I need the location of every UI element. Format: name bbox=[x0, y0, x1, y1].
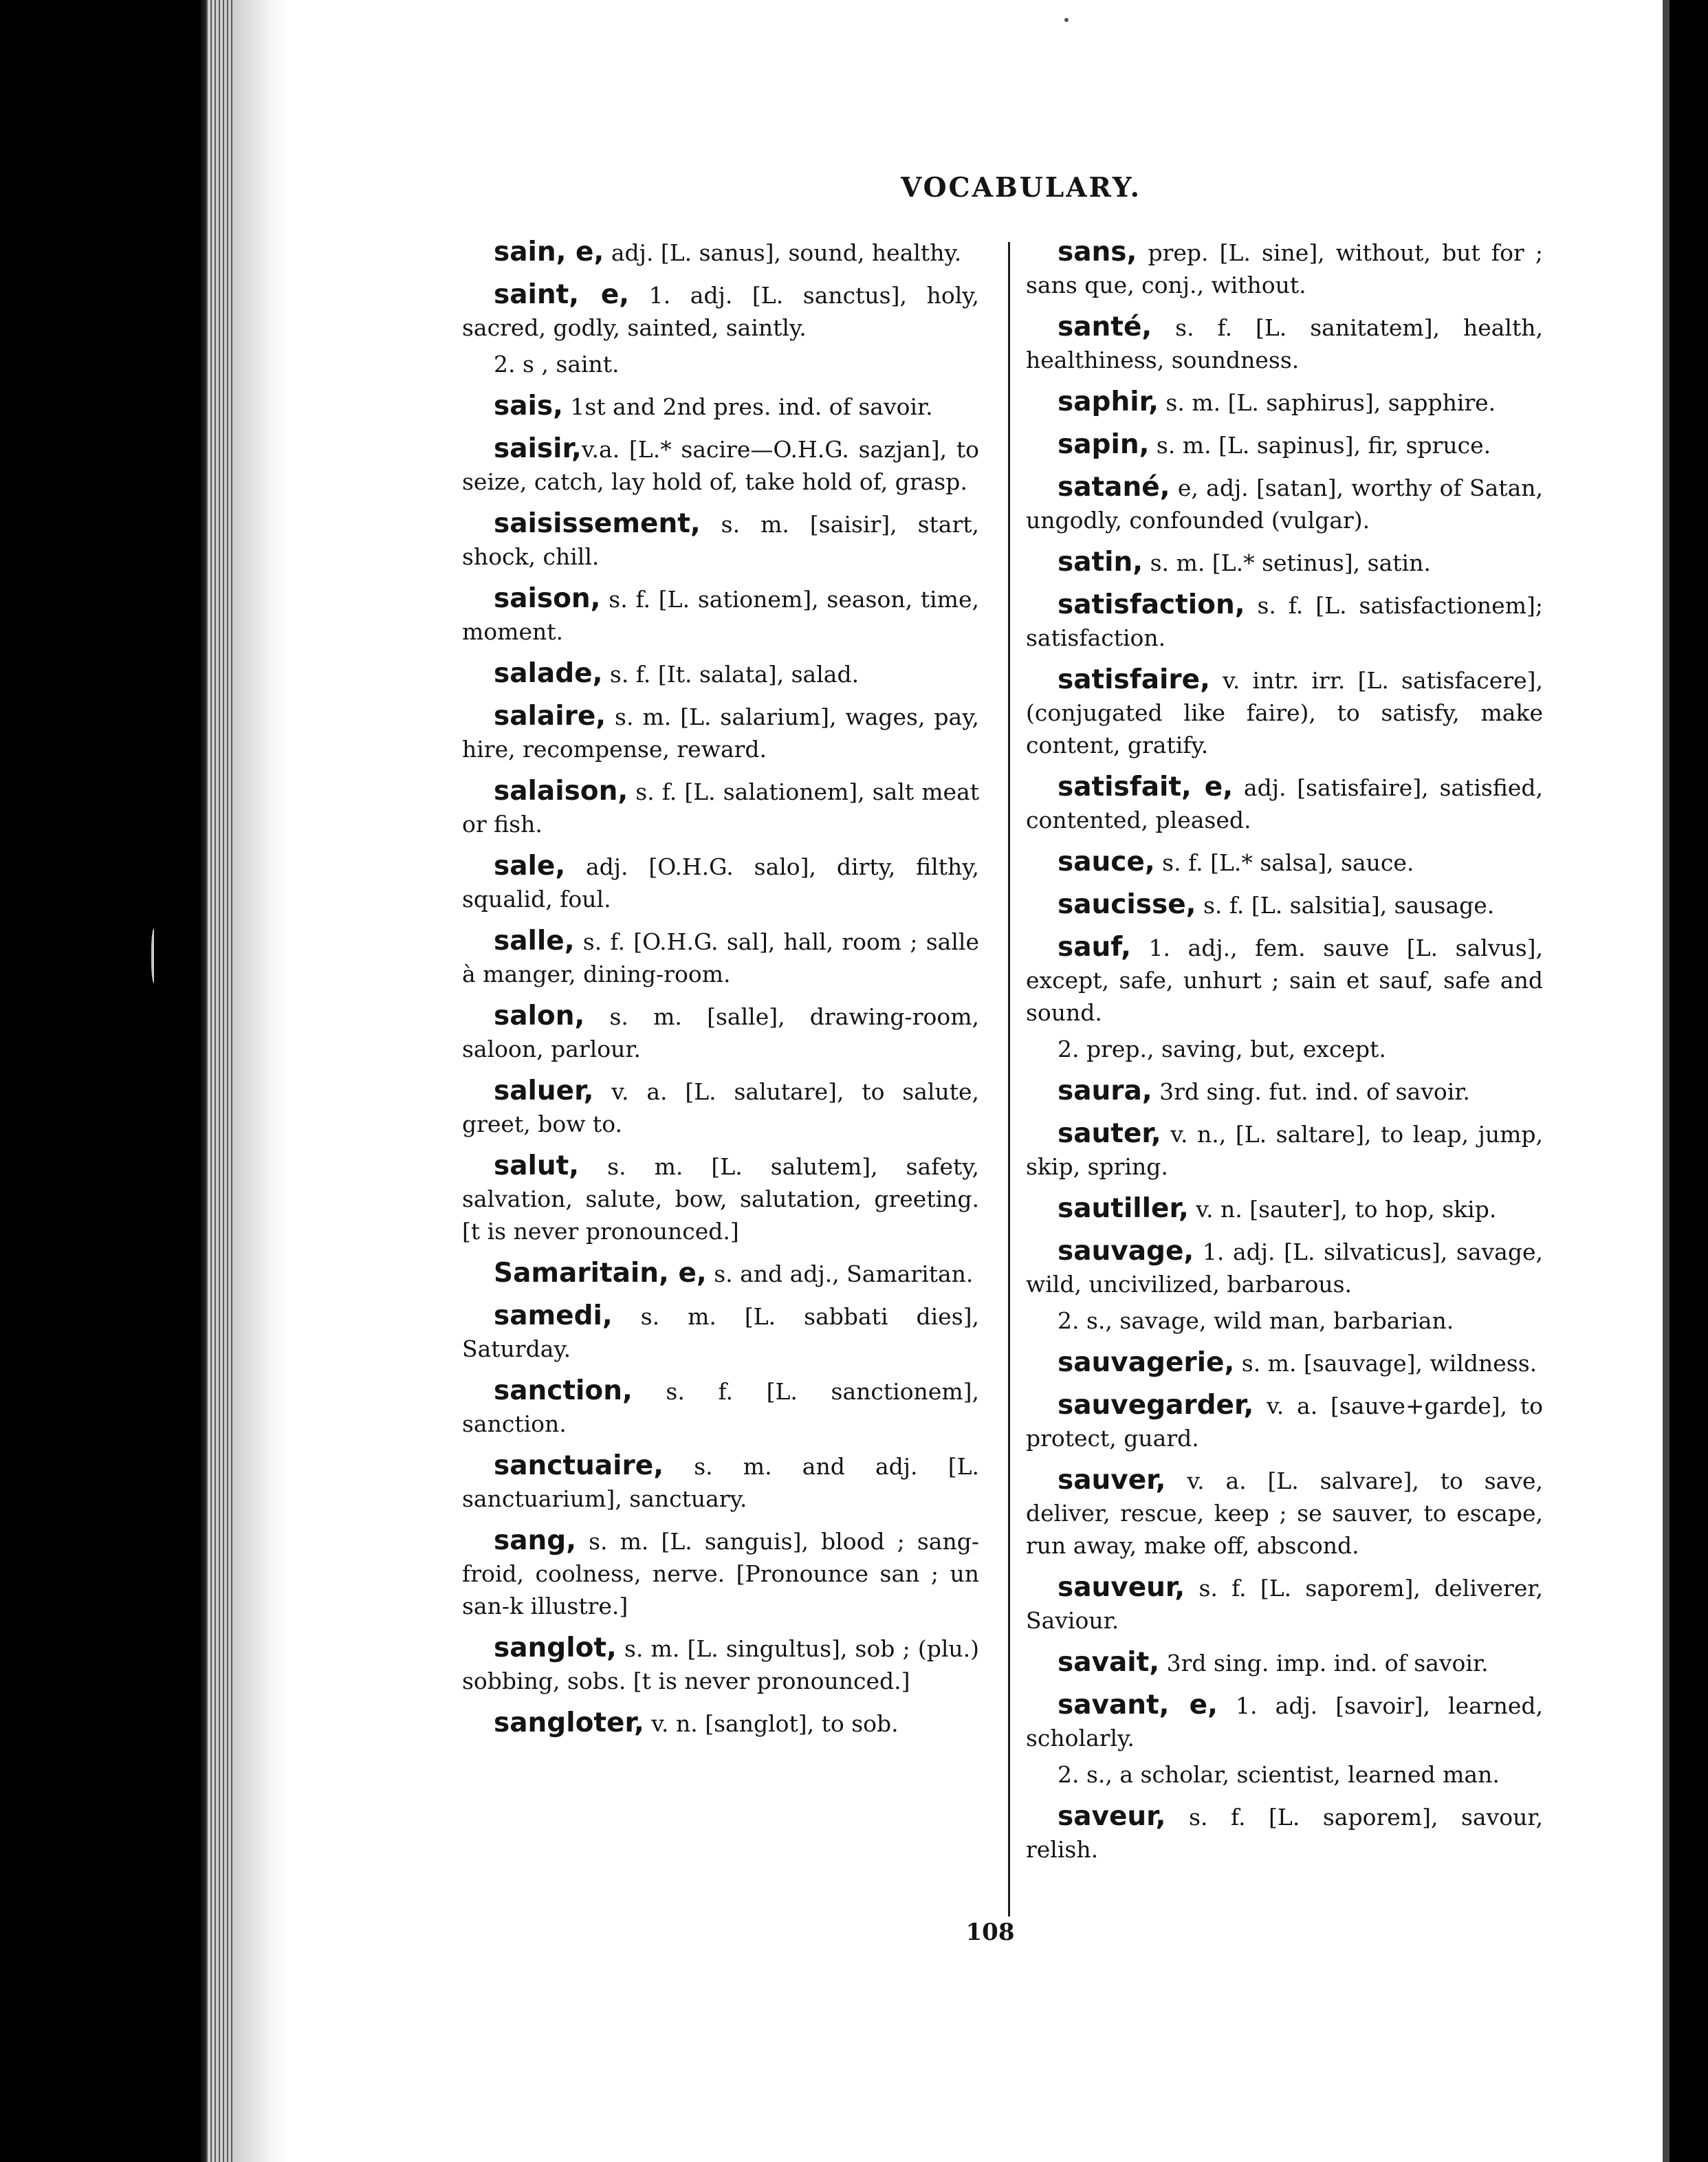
entry-definition: v.a. [L.* sacire—O.H.G. sazjan], to seize, catch, lay hold of, take hold of, grasp. bbox=[462, 436, 979, 495]
entry-definition: s. m. and adj. [L. sanctuarium], sanctuary. bbox=[462, 1453, 979, 1512]
entry-headword: sanctuaire, bbox=[494, 1450, 664, 1481]
dictionary-entry bbox=[1026, 664, 1543, 761]
left-column bbox=[462, 236, 979, 1749]
entry-headword: savant, e, bbox=[1058, 1690, 1218, 1721]
entry-definition: 3rd sing. fut. ind. of savoir. bbox=[1152, 1078, 1470, 1105]
entry-headword: salaison, bbox=[494, 776, 628, 807]
entry-definition: s. f. [L. salationem], salt meat or fish. bbox=[462, 778, 979, 838]
entry-headword: santé, bbox=[1058, 312, 1152, 342]
dictionary-entry bbox=[462, 1707, 979, 1740]
entry-definition: s. m. [L.* setinus], satin. bbox=[1143, 549, 1431, 576]
dictionary-entry bbox=[1026, 471, 1543, 536]
dictionary-entry bbox=[1026, 1464, 1543, 1562]
entry-definition: adj. [L. sanus], sound, healthy. bbox=[604, 239, 962, 266]
column-divider bbox=[1008, 242, 1010, 1917]
entry-definition: s. m. [L. sanguis], blood ; sang-froid, coolness, nerve. [Pronounce san ; un san-k illustre.] bbox=[462, 1528, 979, 1619]
entry-headword: salaire, bbox=[494, 701, 606, 732]
entry-headword: saucisse, bbox=[1058, 889, 1196, 920]
entry-definition: s. m. [L. saphirus], sapphire. bbox=[1158, 389, 1496, 416]
entry-headword: savait, bbox=[1058, 1647, 1160, 1678]
entry-headword: sangloter, bbox=[494, 1707, 644, 1738]
entry-headword: sauver, bbox=[1058, 1465, 1166, 1496]
entry-definition: s. f. [O.H.G. sal], hall, room ; salle à manger, dining-room. bbox=[462, 928, 979, 987]
entry-definition: v. n. [sanglot], to sob. bbox=[644, 1710, 899, 1737]
entry-headword: sale, bbox=[494, 851, 566, 882]
entry-definition: 3rd sing. imp. ind. of savoir. bbox=[1159, 1650, 1489, 1677]
entry-definition: 1. adj., fem. sauve [L. salvus], except, safe, unhurt ; sain et sauf, safe and sound. bbox=[1026, 935, 1543, 1026]
dictionary-entry bbox=[1026, 386, 1543, 419]
right-column bbox=[1026, 236, 1543, 1875]
dictionary-entry bbox=[462, 279, 979, 344]
entry-headword: saint, e, bbox=[494, 279, 630, 310]
dictionary-entry bbox=[1026, 1689, 1543, 1754]
scan-right-edge bbox=[1663, 0, 1669, 2162]
dictionary-entry bbox=[462, 1450, 979, 1515]
entry-definition: s. f. [L. salsitia], sausage. bbox=[1196, 892, 1495, 919]
entry-headword: salle, bbox=[494, 926, 575, 957]
entry-headword: saluer, bbox=[494, 1075, 594, 1106]
dictionary-entry bbox=[1026, 1304, 1543, 1337]
entry-definition: adj. [O.H.G. salo], dirty, filthy, squalid, foul. bbox=[462, 853, 979, 913]
dictionary-entry bbox=[462, 1000, 979, 1065]
running-head: VOCABULARY. bbox=[901, 172, 1142, 204]
entry-headword: salut, bbox=[494, 1150, 580, 1181]
entry-headword: satisfaire, bbox=[1058, 664, 1210, 695]
entry-definition: s. m. [sauvage], wildness. bbox=[1234, 1350, 1537, 1377]
entry-definition: s. m. [L. salarium], wages, pay, hire, recompense, reward. bbox=[462, 703, 979, 763]
entry-headword: satané, bbox=[1058, 472, 1170, 503]
dictionary-entry bbox=[462, 657, 979, 690]
dictionary-entry bbox=[1026, 1346, 1543, 1379]
dictionary-entry bbox=[1026, 1389, 1543, 1454]
dictionary-entry bbox=[1026, 428, 1543, 461]
entry-headword: satisfait, e, bbox=[1058, 772, 1234, 802]
entry-definition: s. m. [saisir], start, shock, chill. bbox=[462, 511, 979, 570]
dictionary-entry bbox=[1026, 888, 1543, 921]
entry-definition: s. m. [L. sabbati dies], Saturday. bbox=[462, 1303, 979, 1362]
dictionary-entry bbox=[1026, 1033, 1543, 1065]
entry-headword: satisfaction, bbox=[1058, 589, 1245, 620]
entry-definition: v. intr. irr. [L. satisfacere], (conjugated like faire), to satisfy, make content, gratify. bbox=[1026, 667, 1543, 758]
dictionary-entry bbox=[462, 700, 979, 765]
entry-definition: s. f. [L. satisfactionem]; satisfaction. bbox=[1026, 592, 1543, 651]
entry-definition: s. f. [L. saporem], savour, relish. bbox=[1026, 1804, 1543, 1863]
dictionary-entry bbox=[1026, 1758, 1543, 1791]
entry-headword: sauter, bbox=[1058, 1118, 1161, 1149]
entry-headword: sapin, bbox=[1058, 429, 1150, 460]
entry-definition: v. a. [sauve+garde], to protect, guard. bbox=[1026, 1393, 1543, 1452]
entry-headword: samedi, bbox=[494, 1300, 613, 1331]
dictionary-entry bbox=[1026, 1800, 1543, 1866]
entry-definition: adj. [satisfaire], satisfied, contented, pleased. bbox=[1026, 774, 1543, 833]
dictionary-entry bbox=[462, 775, 979, 840]
dictionary-entry bbox=[1026, 1571, 1543, 1637]
dictionary-entry bbox=[462, 236, 979, 269]
entry-definition: 2. s , saint. bbox=[494, 351, 620, 378]
dictionary-entry bbox=[462, 1257, 979, 1290]
margin-mark bbox=[151, 928, 158, 983]
entry-headword: sanction, bbox=[494, 1375, 633, 1406]
entry-definition: s. f. [L.* salsa], sauce. bbox=[1154, 849, 1414, 876]
entry-definition: 2. s., a scholar, scientist, learned man. bbox=[1058, 1761, 1500, 1788]
entry-definition: s. m. [L. sapinus], fir, spruce. bbox=[1149, 432, 1491, 459]
entry-definition: 1. adj. [savoir], learned, scholarly. bbox=[1026, 1692, 1543, 1751]
dictionary-entry bbox=[462, 433, 979, 498]
entry-headword: sauvegarder, bbox=[1058, 1390, 1254, 1421]
page-number: 108 bbox=[965, 1919, 1015, 1946]
dictionary-entry bbox=[462, 582, 979, 648]
entry-headword: sanglot, bbox=[494, 1633, 617, 1663]
entry-headword: sais, bbox=[494, 391, 563, 422]
dictionary-entry bbox=[462, 348, 979, 380]
entry-headword: saphir, bbox=[1058, 386, 1159, 417]
entry-definition: s. f. [L. sanctionem], sanction. bbox=[462, 1378, 979, 1437]
entry-definition: s. f. [It. salata], salad. bbox=[602, 661, 860, 688]
dictionary-entry bbox=[462, 850, 979, 915]
entry-definition: s. f. [L. sanitatem], health, healthiness, soundness. bbox=[1026, 314, 1543, 373]
dictionary-entry bbox=[1026, 546, 1543, 579]
dictionary-entry bbox=[1026, 589, 1543, 654]
entry-headword: salade, bbox=[494, 658, 603, 689]
entry-definition: 1st and 2nd pres. ind. of savoir. bbox=[562, 393, 933, 420]
entry-definition: s. m. [L. salutem], safety, salvation, salute, bow, salutation, greeting. [t is never pronounced.] bbox=[462, 1153, 979, 1245]
entry-headword: sauvage, bbox=[1058, 1236, 1194, 1267]
scan-right-margin bbox=[1669, 0, 1708, 2162]
entry-definition: 2. s., savage, wild man, barbarian. bbox=[1058, 1307, 1454, 1334]
entry-headword: sauveur, bbox=[1058, 1572, 1185, 1603]
dictionary-entry bbox=[462, 1150, 979, 1247]
entry-headword: saisissement, bbox=[494, 508, 701, 539]
entry-headword: sang, bbox=[494, 1525, 577, 1556]
top-dot-mark bbox=[1064, 18, 1069, 22]
entry-definition: s. and adj., Samaritan. bbox=[706, 1260, 974, 1287]
entry-definition: e, adj. [satan], worthy of Satan, ungodly, confounded (vulgar). bbox=[1026, 474, 1543, 534]
entry-headword: sautiller, bbox=[1058, 1193, 1189, 1224]
entry-definition: v. n. [sauter], to hop, skip. bbox=[1188, 1196, 1497, 1223]
dictionary-entry bbox=[1026, 236, 1543, 301]
dictionary-entry bbox=[462, 1075, 979, 1140]
page-gutter-shadow bbox=[234, 0, 289, 2162]
entry-definition: prep. [L. sine], without, but for ; sans que, conj., without. bbox=[1026, 239, 1543, 298]
dictionary-entry bbox=[1026, 846, 1543, 879]
dictionary-entry bbox=[1026, 1235, 1543, 1300]
entry-definition: 2. prep., saving, but, except. bbox=[1058, 1036, 1386, 1062]
dictionary-entry bbox=[462, 1525, 979, 1622]
entry-definition: v. a. [L. salutare], to salute, greet, bow to. bbox=[462, 1078, 979, 1137]
entry-definition: s. m. [salle], drawing-room, saloon, parlour. bbox=[462, 1003, 979, 1062]
entry-definition: 1. adj. [L. silvaticus], savage, wild, uncivilized, barbarous. bbox=[1026, 1238, 1543, 1298]
entry-headword: sauce, bbox=[1058, 847, 1155, 877]
dictionary-entry bbox=[1026, 1646, 1543, 1679]
entry-headword: sain, e, bbox=[494, 237, 604, 267]
dictionary-entry bbox=[1026, 1192, 1543, 1225]
dictionary-entry bbox=[462, 1375, 979, 1440]
dictionary-entry bbox=[1026, 931, 1543, 1029]
entry-headword: saisir, bbox=[494, 433, 582, 464]
entry-headword: sauf, bbox=[1058, 932, 1131, 963]
entry-definition: 1. adj. [L. sanctus], holy, sacred, godly, sainted, saintly. bbox=[462, 282, 979, 341]
dictionary-entry bbox=[462, 507, 979, 573]
entry-headword: saveur, bbox=[1058, 1801, 1166, 1832]
entry-headword: sauvagerie, bbox=[1058, 1347, 1235, 1378]
dictionary-entry bbox=[462, 925, 979, 990]
dictionary-entry bbox=[462, 390, 979, 423]
entry-definition: s. f. [L. sationem], season, time, moment. bbox=[462, 586, 979, 645]
entry-headword: saison, bbox=[494, 583, 601, 614]
entry-definition: s. f. [L. saporem], deliverer, Saviour. bbox=[1026, 1575, 1543, 1634]
dictionary-entry bbox=[1026, 311, 1543, 376]
entry-headword: sans, bbox=[1058, 237, 1137, 267]
dictionary-entry bbox=[1026, 771, 1543, 836]
entry-definition: s. m. [L. singultus], sob ; (plu.) sobbing, sobs. [t is never pronounced.] bbox=[462, 1635, 979, 1694]
entry-headword: Samaritain, e, bbox=[494, 1258, 707, 1289]
dictionary-entry bbox=[462, 1300, 979, 1365]
entry-headword: satin, bbox=[1058, 547, 1143, 578]
entry-definition: v. n., [L. saltare], to leap, jump, skip, spring. bbox=[1026, 1121, 1543, 1180]
dictionary-entry bbox=[1026, 1075, 1543, 1108]
dictionary-entry bbox=[1026, 1117, 1543, 1183]
entry-headword: salon, bbox=[494, 1001, 585, 1031]
scan-binding-shadow bbox=[0, 0, 227, 2162]
entry-headword: saura, bbox=[1058, 1075, 1152, 1106]
entry-definition: v. a. [L. salvare], to save, deliver, rescue, keep ; se sauver, to escape, run away, make off, abscond. bbox=[1026, 1467, 1543, 1559]
dictionary-entry bbox=[462, 1632, 979, 1697]
